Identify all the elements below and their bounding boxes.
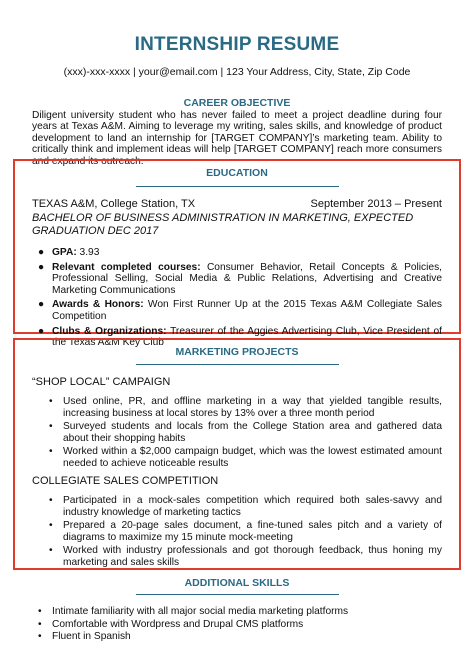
list-item: • Surveyed students and locals from the College Station area and gathered data about their shopping habits xyxy=(49,421,442,444)
list-item: ● GPA: 3.93 xyxy=(38,247,100,258)
marketing-projects-heading: MARKETING PROJECTS xyxy=(175,346,299,358)
career-objective-text: Diligent university student who has never failed to meet a project deadline during four years at Texas A&M. Aiming to leverage my writing, sales skills, and knowledge of product development to land an internship for [TARGET COMPANY]’s marketing team. Ability to critically think and implement ideas will help [TARGET COMPANY] reach more consumers and expand its outreach. xyxy=(32,110,442,167)
degree-text: BACHELOR OF BUSINESS ADMINISTRATION IN MARKETING, EXPECTED GRADUATION DEC 2017 xyxy=(32,212,414,237)
project2-list xyxy=(49,495,442,569)
bullet-icon: ● xyxy=(38,299,45,311)
education-list xyxy=(38,247,442,349)
list-item: • Prepared a 20-page sales document, a fine-tuned sales pitch and a variety of diagrams to maximize my 15 minute mock-meeting xyxy=(49,520,442,543)
list-item: • Intimate familiarity with all major social media marketing platforms xyxy=(38,606,349,617)
bullet-icon: • xyxy=(38,631,42,643)
career-objective-heading: CAREER OBJECTIVE xyxy=(183,97,291,109)
education-school-row xyxy=(32,198,442,210)
list-item: • Worked with industry professionals and got thorough feedback, thus honing my marketing and sales skills xyxy=(49,545,442,568)
additional-skills-heading: ADDITIONAL SKILLS xyxy=(184,577,290,589)
bullet-icon: ● xyxy=(38,247,45,258)
list-item: ● Clubs & Organizations: Treasurer of the Aggies Advertising Club, Vice President of the Texas A&M Key Club xyxy=(38,325,442,349)
bullet-icon: • xyxy=(49,520,53,532)
project-title: COLLEGIATE SALES COMPETITION xyxy=(32,475,219,487)
bullet-icon: • xyxy=(49,495,53,506)
list-item: • Worked within a $2,000 campaign budget, which was the lowest estimated amount needed to achieve noticeable results xyxy=(49,446,442,469)
education-divider xyxy=(136,186,339,187)
bullet-icon: • xyxy=(49,446,53,458)
project-title: “SHOP LOCAL” CAMPAIGN xyxy=(32,376,171,388)
list-item: ● Awards & Honors: Won First Runner Up at the 2015 Texas A&M Collegiate Sales Competition xyxy=(38,299,442,322)
list-item: • Fluent in Spanish xyxy=(38,631,131,643)
bullet-icon: • xyxy=(49,396,53,407)
bullet-icon: ● xyxy=(38,261,45,273)
bullet-icon: • xyxy=(38,606,42,617)
bullet-icon: • xyxy=(49,545,53,557)
skills-divider xyxy=(136,594,339,595)
list-item: • Participated in a mock-sales competition which required both sales-savvy and industry knowledge of marketing tactics xyxy=(49,495,442,518)
contact-line: (xxx)-xxx-xxxx | your@email.com | 123 Your Address, City, State, Zip Code xyxy=(63,66,411,78)
school-name: TEXAS A&M, College Station, TX xyxy=(32,198,196,210)
education-dates: September 2013 – Present xyxy=(310,198,442,210)
list-item: • Comfortable with Wordpress and Drupal CMS platforms xyxy=(38,618,304,630)
education-heading: EDUCATION xyxy=(206,167,268,179)
bullet-icon: • xyxy=(49,421,53,433)
list-item: ● Relevant completed courses: Consumer Behavior, Retail Concepts & Policies, Professional Selling, Social Media & Public Relations, Advertising and Creative Marketing Communications xyxy=(38,261,442,296)
bullet-icon: ● xyxy=(38,325,45,337)
resume-title: INTERNSHIP RESUME xyxy=(134,34,340,55)
bullet-icon: • xyxy=(38,618,42,630)
skills-list xyxy=(38,606,442,643)
list-item: • Used online, PR, and offline marketing in a way that yielded tangible results, increasing business at local stores by 13% over a three month period xyxy=(49,396,442,419)
project1-list xyxy=(49,396,442,470)
projects-divider xyxy=(136,364,339,365)
